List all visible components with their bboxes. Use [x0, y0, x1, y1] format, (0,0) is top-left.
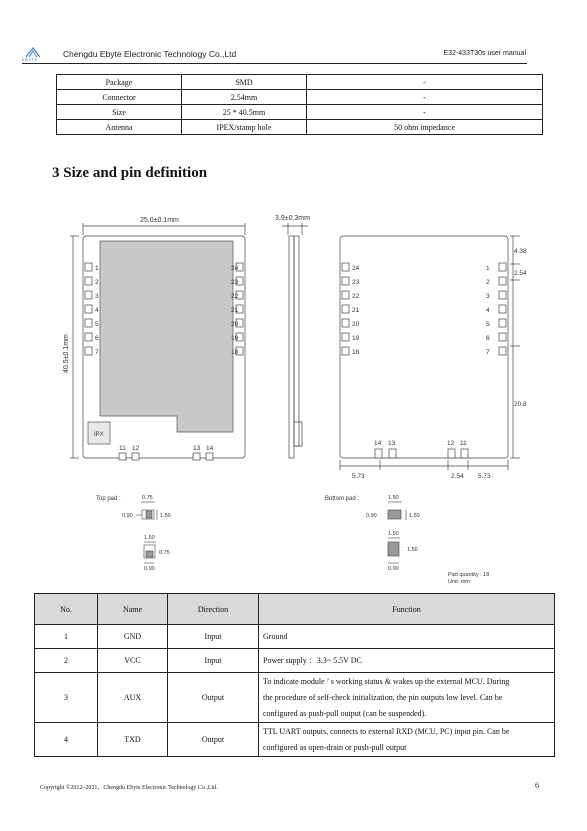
- footer-copyright: Copyright ©2012–2021，Chengdu Ebyte Electronic Technology Co.,Ltd.: [40, 785, 218, 791]
- pin-label: 11: [119, 445, 126, 452]
- dim-label: 2.54: [514, 270, 527, 277]
- pin-label: 6: [95, 335, 99, 342]
- pin-name: VCC: [98, 649, 168, 673]
- pin-label: 1: [95, 265, 99, 272]
- pin-pad: [499, 291, 506, 299]
- pad-dim: 0.90: [388, 566, 399, 572]
- pin-pad: [342, 305, 349, 313]
- spec-cell: -: [307, 90, 543, 105]
- pin-label: 21: [231, 307, 239, 314]
- pin-label: 7: [95, 349, 99, 356]
- pin-pad: [499, 277, 506, 285]
- pad-dim: 1.50: [409, 513, 420, 519]
- pin-pad: [342, 319, 349, 327]
- pad-dim: 1.50: [388, 531, 399, 537]
- pin-label: 3: [95, 293, 99, 300]
- module-dimension-drawing: [50, 208, 530, 593]
- pin-label: 2: [95, 279, 99, 286]
- spec-cell: -: [307, 105, 543, 120]
- pin-label: 12: [447, 440, 455, 447]
- function-line: Ground: [263, 631, 288, 641]
- column-header: Name: [98, 594, 168, 625]
- pin-label: 7: [486, 349, 490, 356]
- pin-label: 20: [231, 321, 239, 328]
- table-row: [35, 649, 555, 673]
- pad-dim: 0.75: [159, 550, 170, 556]
- pin-label: 22: [231, 293, 239, 300]
- pin-pad: [499, 263, 506, 271]
- pin-label: 18: [231, 349, 239, 356]
- pin-label: 21: [352, 307, 360, 314]
- pin-definition-table: [34, 593, 555, 757]
- pin-label: 1: [486, 265, 490, 272]
- spec-cell: IPEX/stamp hole: [182, 120, 307, 135]
- spec-cell: Package: [57, 75, 182, 90]
- top-pad-label: Top pad :: [96, 496, 121, 502]
- pin-pad: [499, 305, 506, 313]
- pin-pad: [499, 333, 506, 341]
- dim-width: 25.0±0.1mm: [140, 217, 179, 224]
- dim-label: 4.38: [514, 248, 527, 255]
- pin-label: 13: [193, 445, 201, 452]
- pad-dim: 1.50: [388, 495, 399, 501]
- dim-label: 5.73: [352, 473, 365, 480]
- pin-direction: Output: [168, 673, 259, 723]
- spec-cell: 2.54mm: [182, 90, 307, 105]
- pin-direction: Input: [168, 649, 259, 673]
- pin-label: 11: [460, 440, 467, 447]
- pin-pad: [85, 347, 92, 355]
- pin-label: 24: [231, 265, 239, 272]
- pin-pad: [499, 319, 506, 327]
- dim-height: 40.5±0.1mm: [63, 334, 70, 373]
- pad-dim: 0.75: [142, 495, 153, 501]
- spec-cell: Size: [57, 105, 182, 120]
- dim-thickness: 3.9±0.3mm: [275, 215, 310, 222]
- dim-label: 5.73: [478, 473, 491, 480]
- pin-pad: [342, 333, 349, 341]
- table-header-row: [35, 594, 555, 625]
- pin-label: 3: [486, 293, 490, 300]
- pad-dim: 1.50: [144, 535, 155, 541]
- table-row: [57, 120, 543, 135]
- pin-pad: [85, 333, 92, 341]
- pin-pad: [85, 291, 92, 299]
- column-header: Function: [259, 594, 555, 625]
- pin-label: 23: [231, 279, 239, 286]
- spec-cell: 50 ohm impedance: [307, 120, 543, 135]
- spec-cell: SMD: [182, 75, 307, 90]
- pin-name: TXD: [98, 723, 168, 757]
- pin-label: 18: [352, 349, 360, 356]
- pin-label: 4: [95, 307, 99, 314]
- pin-function: [259, 723, 555, 757]
- logo-text: EBYTE: [22, 57, 38, 62]
- spec-cell: Connector: [57, 90, 182, 105]
- spec-cell: -: [307, 75, 543, 90]
- spec-cell: 25 * 40.5mm: [182, 105, 307, 120]
- table-row: [57, 105, 543, 120]
- pin-label: 19: [231, 335, 239, 342]
- pad-dim: 0.90: [366, 513, 377, 519]
- pin-pad: [85, 305, 92, 313]
- function-line: TTL UART outputs, connects to external RXD (MCU, PC) input pin. Can be: [263, 726, 510, 736]
- pin-direction: Input: [168, 625, 259, 649]
- pin-label: 12: [132, 445, 140, 452]
- pin-pad: [342, 347, 349, 355]
- pin-function: [259, 673, 555, 723]
- ipx-label: IPX: [94, 432, 104, 438]
- pin-pad: [85, 319, 92, 327]
- dim-label: 2.54: [451, 473, 464, 480]
- pin-label: 6: [486, 335, 490, 342]
- pin-function: [259, 649, 555, 673]
- function-line: configured as open-drain or push-pull output: [263, 742, 407, 752]
- unit-label: Unit: mm: [448, 579, 470, 585]
- bottom-pad-label: Bottom pad :: [325, 496, 360, 502]
- table-row: [57, 75, 543, 90]
- pad-dim: 0.90: [122, 513, 133, 519]
- header-manual-title: E32-433T30s user manual: [443, 50, 526, 57]
- pad-quantity: Pad quantity : 18: [448, 572, 490, 578]
- section-title: 3 Size and pin definition: [52, 165, 208, 181]
- pin-label: 22: [352, 293, 360, 300]
- function-line: the procedure of self-check initialization, the pin outputs low level. Can be: [263, 692, 503, 702]
- page-number: 6: [535, 781, 539, 790]
- pad-dim: 1.50: [160, 513, 171, 519]
- function-line: To indicate module ’ s working status & wakes up the external MCU. During: [263, 676, 510, 686]
- pin-pad: [85, 277, 92, 285]
- pin-no: 2: [35, 649, 98, 673]
- spec-table: [56, 74, 543, 135]
- table-row: [35, 723, 555, 757]
- function-line: Power supply ：3.3~ 5.5V DC: [263, 655, 362, 665]
- pin-label: 20: [352, 321, 360, 328]
- pin-pad: [499, 347, 506, 355]
- column-header: No.: [35, 594, 98, 625]
- pin-no: 1: [35, 625, 98, 649]
- column-header: Direction: [168, 594, 259, 625]
- pin-no: 3: [35, 673, 98, 723]
- spec-cell: Antenna: [57, 120, 182, 135]
- pin-label: 14: [374, 440, 382, 447]
- function-line: configured as push-pull output (can be suspended).: [263, 708, 427, 718]
- pin-label: 19: [352, 335, 360, 342]
- header-rule: [22, 63, 527, 64]
- pin-label: 5: [95, 321, 99, 328]
- pin-pad: [342, 291, 349, 299]
- pad-dim: 1.50: [407, 547, 418, 553]
- pin-label: 13: [388, 440, 396, 447]
- table-row: [57, 90, 543, 105]
- pin-pad: [342, 263, 349, 271]
- table-row: [35, 625, 555, 649]
- pin-label: 5: [486, 321, 490, 328]
- table-row: [35, 673, 555, 723]
- pin-pad: [85, 263, 92, 271]
- pin-label: 2: [486, 279, 490, 286]
- pin-no: 4: [35, 723, 98, 757]
- pin-name: GND: [98, 625, 168, 649]
- pin-label: 23: [352, 279, 360, 286]
- header-company: Chengdu Ebyte Electronic Technology Co.,Ltd: [63, 49, 237, 59]
- pin-label: 14: [206, 445, 214, 452]
- dim-label: 20.8: [514, 401, 527, 408]
- pin-name: AUX: [98, 673, 168, 723]
- pin-label: 4: [486, 307, 490, 314]
- pin-pad: [342, 277, 349, 285]
- pin-function: [259, 625, 555, 649]
- pad-dim: 0.90: [144, 566, 155, 572]
- pin-direction: Output: [168, 723, 259, 757]
- pin-label: 24: [352, 265, 360, 272]
